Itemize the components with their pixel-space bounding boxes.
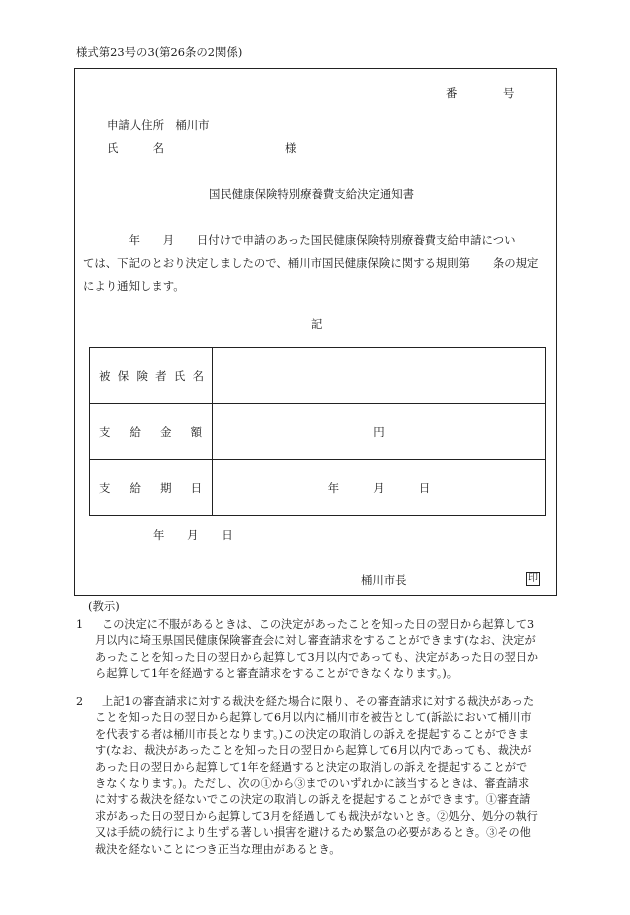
table-row (90, 348, 546, 404)
note-line: ことを知った日の翌日から起算して6月以内に桶川市を被告として(訴訟において桶川市 (95, 711, 532, 725)
table-row (90, 460, 546, 516)
note-line: 裁決を経ないことにつき正当な理由があるとき。 (95, 842, 341, 856)
intro-line-3: により通知します。 (83, 279, 185, 293)
intro-line-2: ては、下記のとおり決定しましたので、桶川市国民健康保険に関する規則第 条の規定 (83, 256, 539, 270)
note-line: 又は手続の続行により生ずる著しい損害を避けるため緊急の必要があるとき。③その他 (95, 826, 531, 840)
note-line: す(なお、裁決があったことを知った日の翌日から起算して6月以内であっても、裁決が (95, 744, 532, 758)
payment-date-label: 支 給 期 日 (90, 460, 213, 516)
applicant-name-label: 氏 名 (107, 141, 164, 155)
note-line: に対する裁決を経ないでこの決定の取消しの訴えを提起することができます。①審査請 (95, 793, 531, 807)
note-line: 求があった日の翌日から起算して3月を経過しても裁決がないとき。②処分、処分の執行 (95, 809, 538, 823)
note-line: あった日の翌日から起算して1年を経過すると決定の取消しの訴えを提起することがで (95, 760, 528, 774)
note-line: 月以内に埼玉県国民健康保険審査会に対し審査請求をすることができます(なお、決定が (95, 634, 536, 648)
note-line: を代表する者は桶川市長となります。)この決定の取消しの訴えを提起することができま (95, 727, 530, 741)
applicant-address-label: 申請人住所 桶川市 (107, 118, 210, 132)
payment-amount-label: 支 給 金 額 (90, 404, 213, 460)
note-line: あったことを知った日の翌日から起算して3月以内であっても、決定があった日の翌日か (95, 650, 539, 664)
note-number: 2 (76, 695, 84, 708)
document-title: 国民健康保険特別療養費支給決定通知書 (209, 187, 415, 201)
note-line: ら起算して1年を経過すると審査請求をすることができなくなります。)。 (95, 667, 458, 681)
kyoji-heading: (教示) (88, 599, 120, 613)
mayor-label: 桶川市長 (361, 573, 407, 587)
intro-line-1: 年 月 日付けで申請のあった国民健康保険特別療養費支給申請につい (83, 233, 516, 247)
seal-mark: 印 (528, 573, 538, 584)
note-number: 1 (76, 618, 84, 631)
ki-marker: 記 (311, 317, 323, 331)
honorific: 様 (285, 141, 297, 155)
document-number-label: 番 号 (446, 86, 515, 100)
insured-name-label: 被 保 険 者 氏 名 (90, 348, 213, 404)
payment-amount-value: 円 (213, 404, 546, 460)
form-reference: 様式第23号の3(第26条の2関係) (76, 45, 243, 59)
table-row (90, 404, 546, 460)
issue-date-line: 年 月 日 (153, 528, 233, 542)
note-line: この決定に不服があるときは、この決定があったことを知った日の翌日から起算して3 (102, 618, 535, 631)
decision-table (89, 347, 546, 516)
note-line: 上記1の審査請求に対する裁決を経た場合に限り、その審査請求に対する裁決があった (102, 695, 535, 708)
note-line: きなくなります。)。ただし、次の①から③までのいずれかに該当するときは、審査請求 (95, 777, 530, 791)
payment-date-value: 年 月 日 (213, 460, 546, 516)
insured-name-value (213, 348, 546, 404)
